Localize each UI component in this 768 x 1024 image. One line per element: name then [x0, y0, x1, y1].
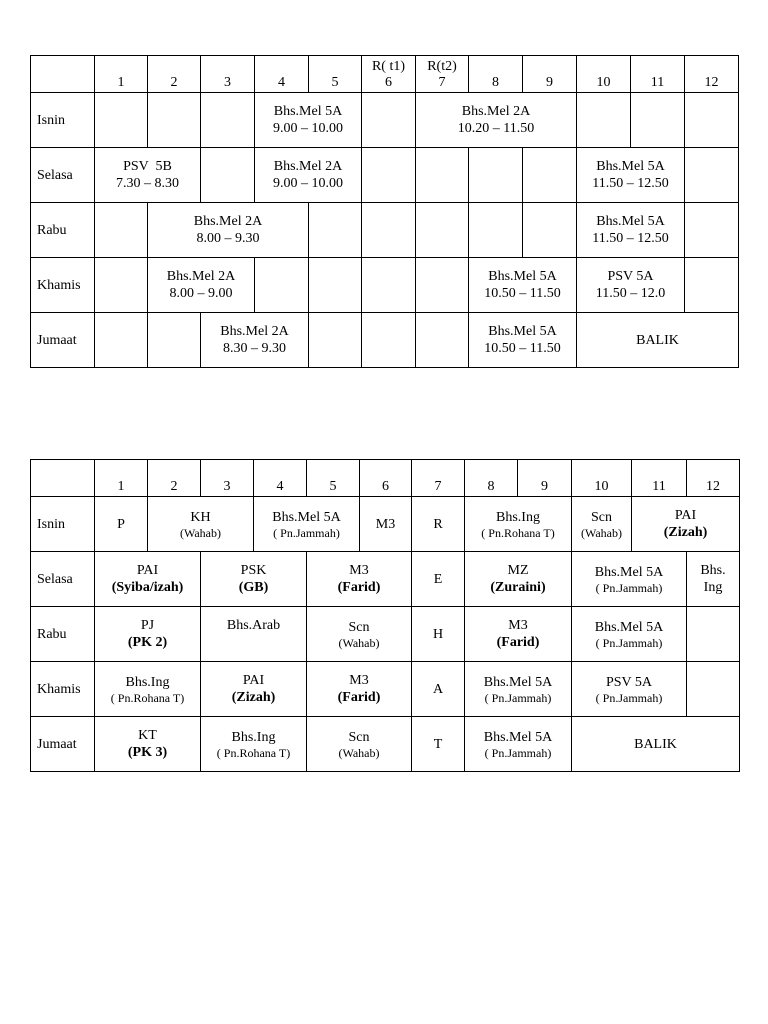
- empty-cell: [255, 258, 309, 313]
- class-time: 7.30 – 8.30: [116, 176, 179, 191]
- class-slot: [95, 717, 201, 772]
- teacher: ( Pn.Jammah): [595, 580, 663, 595]
- row-selasa: [31, 148, 739, 203]
- row-rabu: [31, 607, 740, 662]
- empty-cell: [201, 148, 255, 203]
- day-label: Jumaat: [31, 313, 95, 368]
- teacher: (Wahab): [179, 525, 221, 540]
- period-7: 7: [412, 460, 465, 497]
- class-title: Bhs.Mel 5A: [488, 269, 557, 284]
- row-jumaat: [31, 313, 739, 368]
- subject: PSV 5A: [605, 674, 653, 690]
- rehat-letter: A: [412, 662, 465, 717]
- class-slot: [255, 148, 362, 203]
- teacher: ( Pn.Rohana T): [110, 690, 185, 705]
- empty-cell: [685, 258, 739, 313]
- row-khamis: [31, 662, 740, 717]
- row-selasa: [31, 552, 740, 607]
- period-2: 2: [148, 460, 201, 497]
- balik-cell: BALIK: [572, 717, 740, 772]
- period-2: 2: [148, 56, 201, 93]
- class-slot: [95, 552, 201, 607]
- class-time: 9.00 – 10.00: [273, 176, 343, 191]
- teacher: (PK 2): [127, 635, 168, 650]
- rest-t1-label: R( t1): [371, 59, 406, 74]
- day-label: Isnin: [31, 497, 95, 552]
- period-7: [416, 56, 469, 93]
- empty-cell: [416, 148, 469, 203]
- subject: Bhs.Mel 5A: [272, 509, 341, 525]
- class-slot: [577, 148, 685, 203]
- empty-cell: [362, 93, 416, 148]
- subject: PAI: [242, 673, 265, 688]
- class-slot: [572, 607, 687, 662]
- class-slot: [307, 662, 412, 717]
- class-slot: [469, 313, 577, 368]
- class-time: 8.30 – 9.30: [223, 341, 286, 356]
- empty-cell: [148, 313, 201, 368]
- teacher: (Zizah): [663, 525, 708, 540]
- class-title: Bhs.Mel 2A: [273, 159, 343, 174]
- class-slot: [572, 662, 687, 717]
- row-jumaat: [31, 717, 740, 772]
- empty-cell: [685, 203, 739, 258]
- empty-cell: [95, 313, 148, 368]
- subject: PSK: [240, 563, 267, 578]
- rehat-letter: E: [412, 552, 465, 607]
- empty-cell: [95, 203, 148, 258]
- period-8: 8: [469, 56, 523, 93]
- empty-cell: [95, 93, 148, 148]
- empty-cell: [523, 203, 577, 258]
- teacher: ( Pn.Jammah): [273, 525, 340, 540]
- class-title: PSV 5A: [607, 269, 654, 284]
- class-title: Bhs.Mel 5A: [596, 214, 665, 229]
- class-time: 10.50 – 11.50: [484, 286, 561, 301]
- class-time: 11.50 – 12.50: [592, 176, 669, 191]
- empty-cell: [685, 93, 739, 148]
- empty-cell: [95, 258, 148, 313]
- subject: PJ: [140, 618, 155, 633]
- empty-cell: [687, 662, 740, 717]
- class-slot: [201, 662, 307, 717]
- class-time: 10.50 – 11.50: [484, 341, 561, 356]
- day-label: Khamis: [31, 258, 95, 313]
- empty-cell: [309, 203, 362, 258]
- class-title: PSV 5B: [123, 159, 172, 174]
- class-slot: M3: [360, 497, 412, 552]
- empty-cell: [362, 148, 416, 203]
- teacher: ( Pn.Jammah): [595, 690, 663, 705]
- period-9: 9: [518, 460, 572, 497]
- teacher: (Wahab): [580, 525, 622, 540]
- class-time: 8.00 – 9.00: [169, 286, 233, 301]
- subject-cont: Ing: [703, 580, 723, 595]
- teacher: (Wahab): [338, 635, 380, 650]
- subject: KT: [138, 728, 157, 743]
- empty-cell: [631, 93, 685, 148]
- subject: Bhs.Ing: [125, 674, 170, 690]
- teacher: (Zizah): [231, 690, 276, 705]
- rest-t2-label: R(t2): [427, 59, 457, 74]
- teacher: ( Pn.Jammah): [484, 745, 552, 760]
- class-time: 11.50 – 12.50: [592, 231, 669, 246]
- class-slot: [201, 717, 307, 772]
- empty-cell: [362, 203, 416, 258]
- period-6-number: 6: [385, 75, 392, 90]
- empty-cell: [685, 148, 739, 203]
- class-slot: [687, 552, 740, 607]
- teacher: (GB): [238, 580, 269, 595]
- balik-cell: BALIK: [577, 313, 739, 368]
- day-label: Khamis: [31, 662, 95, 717]
- empty-cell: [577, 93, 631, 148]
- row-rabu: [31, 203, 739, 258]
- period-3: 3: [201, 460, 254, 497]
- class-slot: [95, 148, 201, 203]
- empty-cell: [687, 607, 740, 662]
- period-3: 3: [201, 56, 255, 93]
- subject: Bhs.Mel 5A: [594, 564, 664, 580]
- empty-cell: [309, 258, 362, 313]
- class-slot: [148, 497, 254, 552]
- period-10: 10: [572, 460, 632, 497]
- subject: Scn: [348, 729, 370, 745]
- class-title: Bhs.Mel 5A: [596, 159, 665, 174]
- class-slot: Bhs.Arab: [201, 607, 307, 662]
- corner-cell: [31, 460, 95, 497]
- period-1: 1: [95, 56, 148, 93]
- period-12: 12: [685, 56, 739, 93]
- class-time: 10.20 – 11.50: [457, 121, 535, 136]
- subject: KH: [190, 509, 211, 525]
- header-row: [31, 56, 739, 93]
- period-10: 10: [577, 56, 631, 93]
- class-time: 9.00 – 10.00: [273, 121, 343, 136]
- class-slot: [148, 203, 309, 258]
- class-slot: [465, 607, 572, 662]
- class-time: 11.50 – 12.0: [595, 286, 666, 301]
- class-slot: [95, 662, 201, 717]
- class-slot: [632, 497, 740, 552]
- class-slot: [469, 258, 577, 313]
- class-slot: [201, 552, 307, 607]
- subject: Scn: [591, 509, 612, 525]
- empty-cell: [148, 93, 201, 148]
- period-7-number: 7: [438, 75, 446, 90]
- subject: Bhs.Mel 5A: [594, 619, 664, 635]
- day-label: Jumaat: [31, 717, 95, 772]
- period-6: [362, 56, 416, 93]
- period-12: 12: [687, 460, 740, 497]
- class-slot: [465, 717, 572, 772]
- subject: PAI: [674, 508, 697, 523]
- class-title: Bhs.Mel 2A: [166, 269, 236, 284]
- class-slot: [465, 497, 572, 552]
- class-slot: [307, 607, 412, 662]
- class-slot: [416, 93, 577, 148]
- class-slot: [307, 552, 412, 607]
- period-8: 8: [465, 460, 518, 497]
- period-1: 1: [95, 460, 148, 497]
- class-slot: [95, 607, 201, 662]
- subject: Bhs.Ing: [496, 509, 540, 525]
- period-4: 4: [254, 460, 307, 497]
- period-4: 4: [255, 56, 309, 93]
- teacher: (Farid): [337, 580, 381, 595]
- teacher: (Farid): [496, 635, 540, 650]
- subject: Scn: [348, 619, 370, 635]
- teacher: (Syiba/izah): [111, 580, 184, 595]
- class-slot: [572, 552, 687, 607]
- subject: Bhs.Mel 5A: [483, 729, 553, 745]
- teacher: (Wahab): [338, 745, 380, 760]
- class-title: Bhs.Mel 5A: [488, 324, 557, 339]
- class-title: Bhs.Mel 2A: [220, 324, 289, 339]
- rehat-letter: H: [412, 607, 465, 662]
- subject: M3: [508, 618, 528, 633]
- day-label: Selasa: [31, 148, 95, 203]
- rehat-letter: R: [412, 497, 465, 552]
- teacher: ( Pn.Jammah): [595, 635, 663, 650]
- class-time: 8.00 – 9.30: [196, 231, 260, 246]
- class-title: Bhs.Mel 2A: [461, 104, 531, 119]
- period-5: 5: [309, 56, 362, 93]
- subject: Bhs.Mel 5A: [483, 674, 553, 690]
- teacher: ( Pn.Rohana T): [216, 745, 291, 760]
- subject: M3: [349, 563, 369, 578]
- class-slot: [148, 258, 255, 313]
- subject: Bhs.: [700, 563, 726, 578]
- period-9: 9: [523, 56, 577, 93]
- class-slot: [465, 662, 572, 717]
- empty-cell: [416, 203, 469, 258]
- class-slot: P: [95, 497, 148, 552]
- timetable-2: [30, 459, 740, 772]
- period-11: 11: [631, 56, 685, 93]
- header-row: [31, 460, 740, 497]
- teacher: ( Pn.Jammah): [484, 690, 552, 705]
- empty-cell: [523, 148, 577, 203]
- empty-cell: [469, 148, 523, 203]
- empty-cell: [416, 313, 469, 368]
- empty-cell: [201, 93, 255, 148]
- row-khamis: [31, 258, 739, 313]
- class-title: Bhs.Mel 2A: [193, 214, 263, 229]
- period-6: 6: [360, 460, 412, 497]
- timetable-1: [30, 55, 739, 368]
- subject: MZ: [507, 563, 529, 578]
- rehat-letter: T: [412, 717, 465, 772]
- empty-cell: [362, 313, 416, 368]
- row-isnin: [31, 497, 740, 552]
- corner-cell: [31, 56, 95, 93]
- class-slot: [577, 203, 685, 258]
- subject: Bhs.Ing: [231, 729, 276, 745]
- day-label: Selasa: [31, 552, 95, 607]
- subject: PAI: [136, 563, 159, 578]
- day-label: Rabu: [31, 203, 95, 258]
- teacher: (Zuraini): [490, 580, 546, 595]
- empty-cell: [469, 203, 523, 258]
- class-slot: [572, 497, 632, 552]
- class-slot: [307, 717, 412, 772]
- class-slot: [465, 552, 572, 607]
- class-slot: [254, 497, 360, 552]
- class-slot: [255, 93, 362, 148]
- subject: M3: [349, 673, 369, 688]
- teacher: (PK 3): [127, 745, 168, 760]
- period-11: 11: [632, 460, 687, 497]
- class-slot: [201, 313, 309, 368]
- period-5: 5: [307, 460, 360, 497]
- class-title: Bhs.Mel 5A: [273, 104, 343, 119]
- day-label: Rabu: [31, 607, 95, 662]
- empty-cell: [416, 258, 469, 313]
- teacher: ( Pn.Rohana T): [481, 525, 555, 540]
- empty-cell: [309, 313, 362, 368]
- class-slot: [577, 258, 685, 313]
- row-isnin: [31, 93, 739, 148]
- teacher: (Farid): [337, 690, 381, 705]
- empty-cell: [362, 258, 416, 313]
- day-label: Isnin: [31, 93, 95, 148]
